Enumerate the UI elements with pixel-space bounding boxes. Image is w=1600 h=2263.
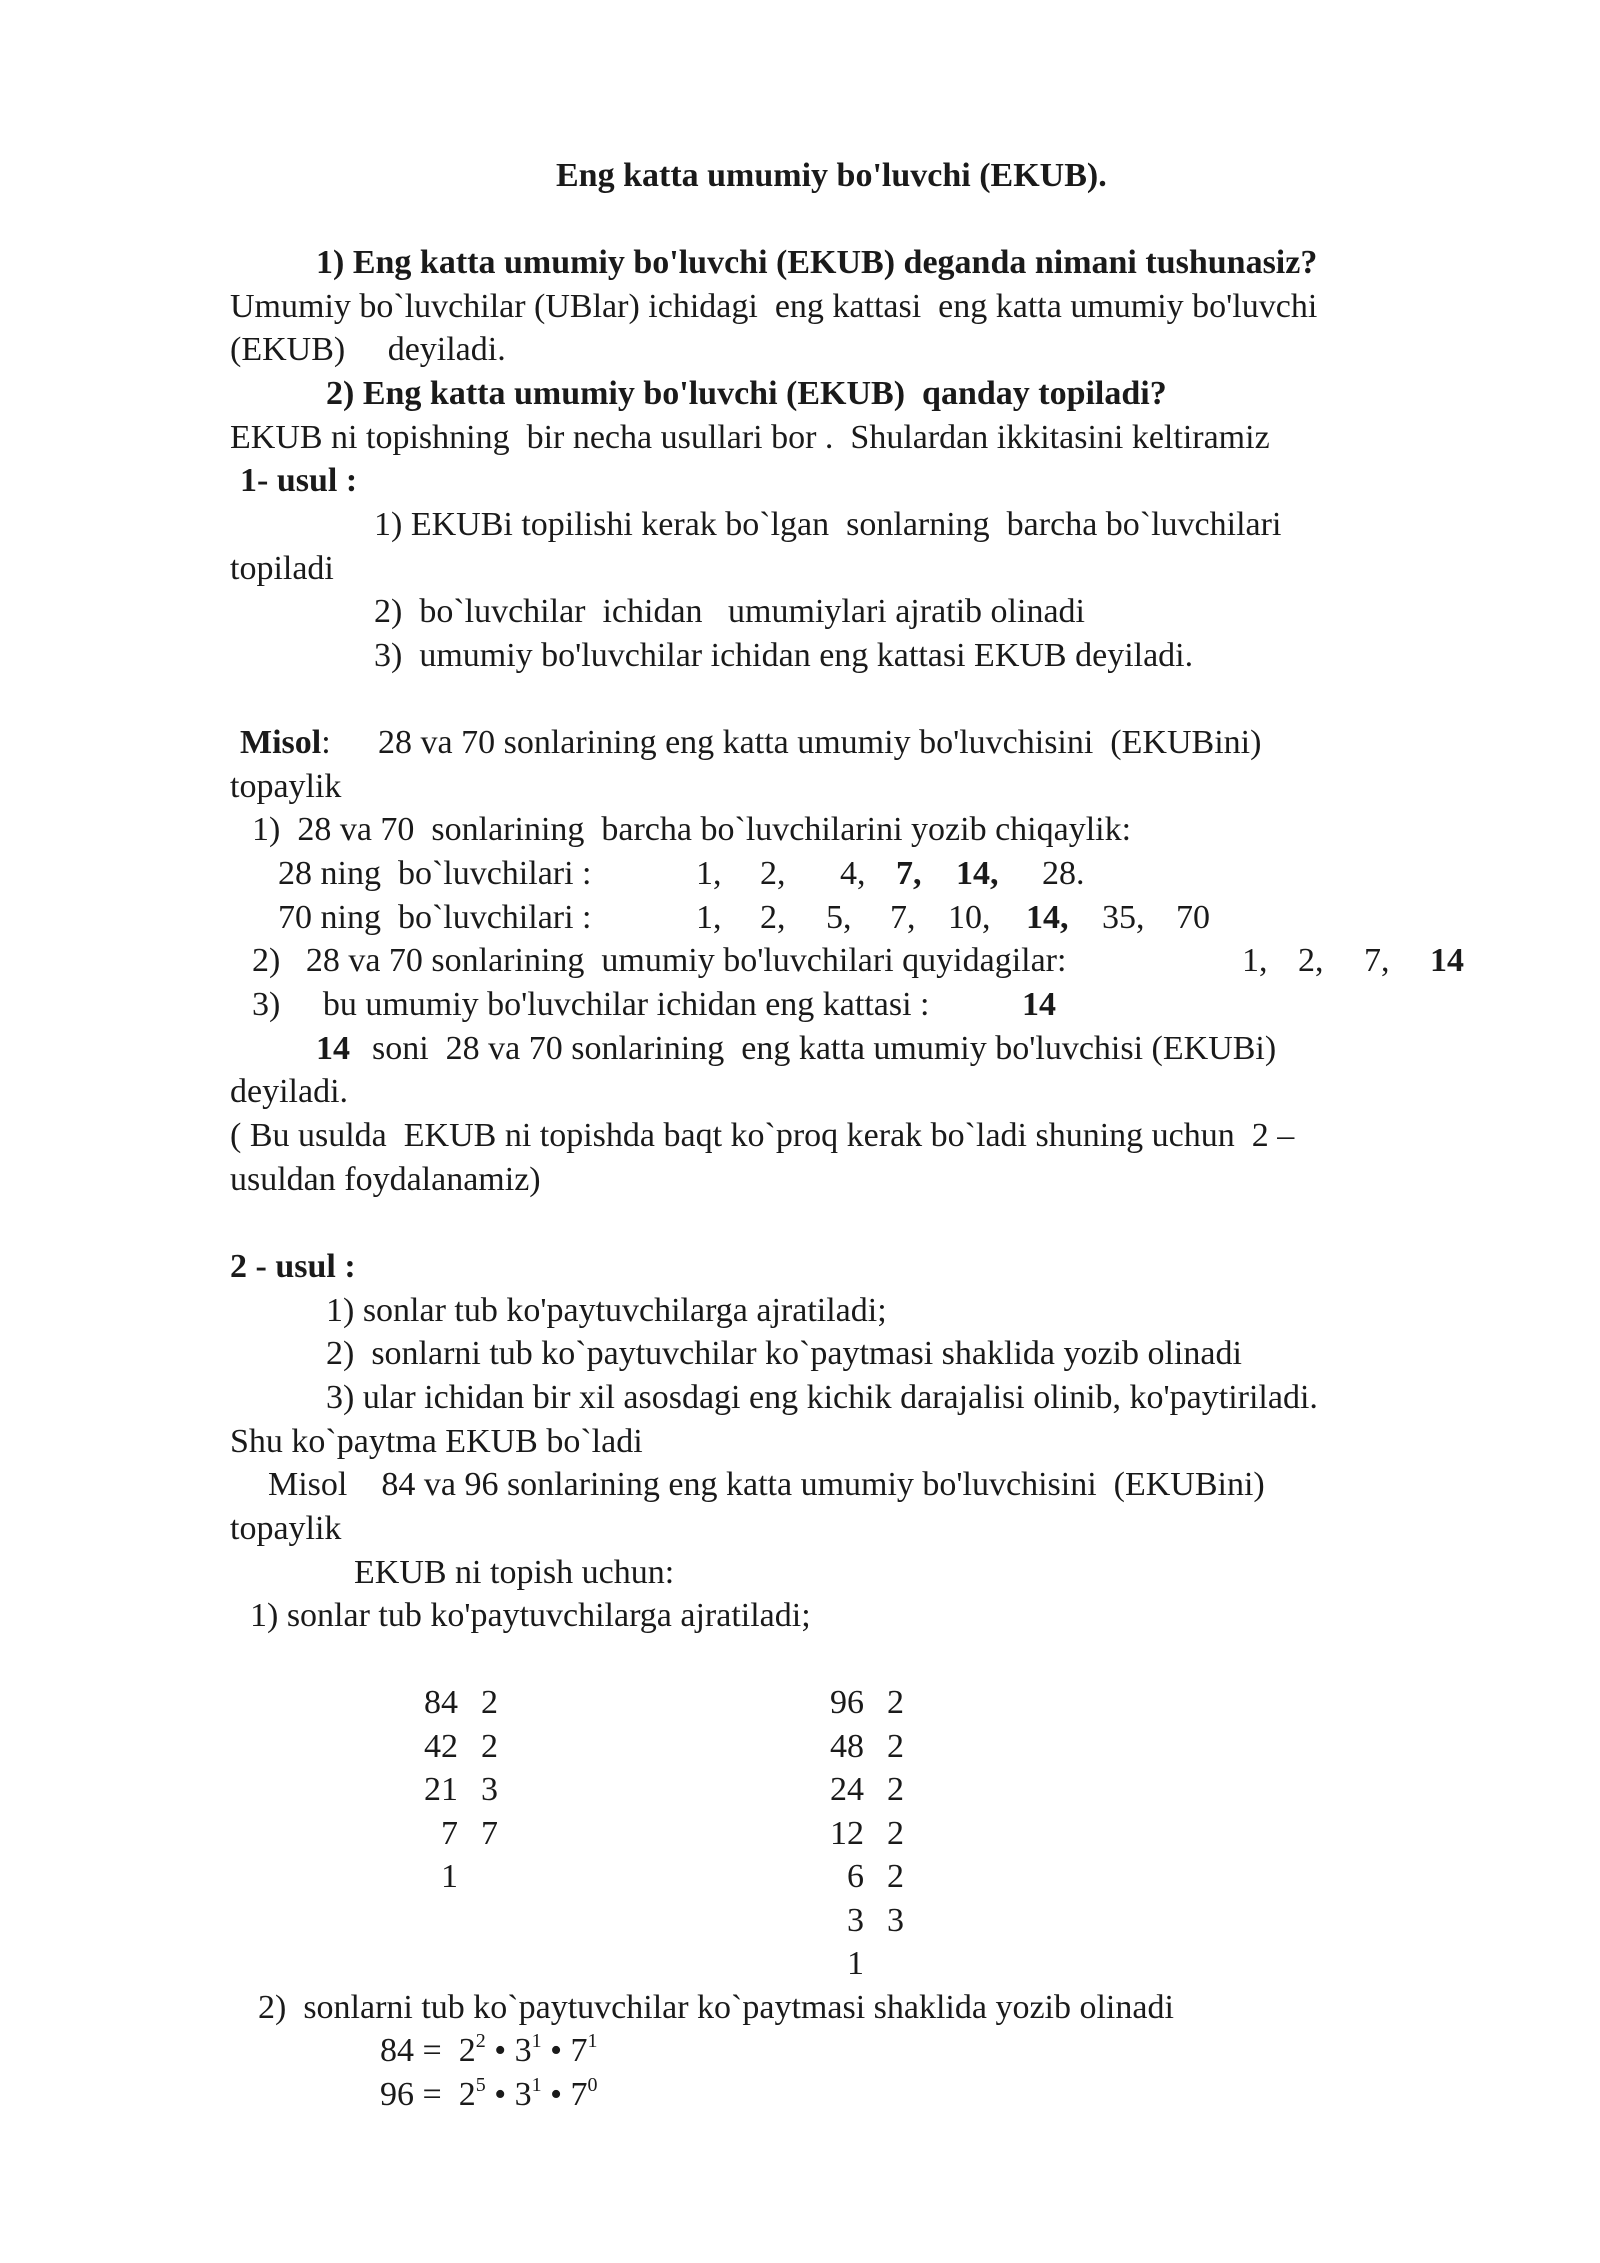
method-2-step-3-cont: Shu ko`paytma EKUB bo`ladi [230,1423,643,1460]
prime-divisor: 7 [481,1814,498,1852]
prime-divisor: 2 [887,1727,904,1765]
note-line-1: ( Bu usulda EKUB ni topishda baqt ko`proq kerak bo`ladi shuning uchun 2 – [230,1117,1295,1154]
equation-96 [380,2075,598,2115]
divisor-value: 1, [696,899,722,936]
note-line-2: usuldan foydalanamiz) [230,1161,541,1198]
base: 3 [514,2076,532,2113]
method-1-step-1-cont: topiladi [230,550,334,587]
method-2-step-1: 1) sonlar tub ko'paytuvchilarga ajratiladi; [326,1292,887,1329]
divisor-value-highlight: 14, [956,855,999,892]
common-divisor: 2, [1298,942,1324,979]
dividend: 42 [424,1727,458,1765]
dividend: 24 [830,1771,864,1808]
divisor-value: 10, [948,899,991,936]
equation-lhs: 84 = [380,2032,451,2069]
factorization-row [806,1901,904,1945]
example-1-step-1: 1) 28 va 70 sonlarining barcha bo`luvchilarini yozib chiqaylik: [252,811,1132,848]
factorization-84 [400,1683,498,1901]
exponent: 5 [475,2074,486,2096]
dividend: 21 [424,1771,458,1808]
divisor-value: 2, [760,899,786,936]
method-1-step-3: 3) umumiy bo'luvchilar ichidan eng kattasi EKUB deyiladi. [374,637,1194,674]
dividend: 1 [847,1945,864,1982]
base: 3 [514,2032,532,2069]
prime-divisor: 2 [887,1771,904,1808]
exponent: 0 [587,2074,598,2096]
example-2-step-1: 1) sonlar tub ko'paytuvchilarga ajratiladi; [250,1597,811,1634]
common-divisor: 7, [1364,942,1390,979]
example-2-text-cont: topaylik [230,1510,342,1547]
divisor-value: 1, [696,855,722,892]
dividend: 12 [830,1814,864,1852]
divisors-70-label: 70 ning bo`luvchilari : [278,899,592,936]
prime-divisor: 2 [887,1684,904,1721]
divisor-value: 5, [826,899,852,936]
question-2: 2) Eng katta umumiy bo'luvchi (EKUB) qanday topiladi? [326,375,1167,412]
factorization-row [400,1814,498,1858]
gcd-value: 14 [1022,986,1056,1023]
dividend: 6 [847,1858,864,1895]
prime-divisor: 2 [481,1684,498,1721]
dividend: 1 [441,1858,458,1895]
prime-divisor: 3 [481,1771,498,1808]
example-2-intro: EKUB ni topish uchun: [354,1554,675,1591]
divisor-value: 70 [1176,899,1210,936]
method-1-step-2: 2) bo`luvchilar ichidan umumiylari ajratib olinadi [374,593,1085,630]
question-1: 1) Eng katta umumiy bo'luvchi (EKUB) deganda nimani tushunasiz? [316,244,1318,281]
method-2-step-3: 3) ular ichidan bir xil asosdagi eng kichik darajalisi olinib, ko'paytiriladi. [326,1379,1318,1416]
exponent: 1 [531,2030,542,2052]
answer-1-line-2: (EKUB) deyiladi. [230,331,506,368]
factorization-96 [806,1683,904,1988]
conclusion-text-cont: deyiladi. [230,1073,349,1110]
factorization-row [400,1727,498,1771]
dividend: 7 [441,1814,458,1852]
exponent: 2 [475,2030,486,2052]
multiply-dot: • [541,2076,571,2113]
prime-divisor: 3 [887,1901,904,1939]
multiply-dot: • [485,2032,515,2069]
equation-lhs: 96 = [380,2076,451,2113]
exponent: 1 [587,2030,598,2052]
divisor-value: 7, [896,855,922,892]
dividend: 48 [830,1727,864,1765]
multiply-dot: • [485,2076,515,2113]
prime-divisor: 2 [481,1727,498,1765]
method-1-step-1: 1) EKUBi topilishi kerak bo`lgan sonlarning barcha bo`luvchilari [374,506,1282,543]
conclusion-text: soni 28 va 70 sonlarining eng katta umumiy bo'luvchisi (EKUBi) [372,1030,1277,1067]
answer-2: EKUB ni topishning bir necha usullari bor . Shulardan ikkitasini keltiramiz [230,419,1270,456]
divisor-value-highlight: 14, [1026,899,1069,936]
divisor-value: 2, [760,855,786,892]
example-1-step-2: 2) 28 va 70 sonlarining umumiy bo'luvchilari quyidagilar: [252,942,1067,979]
common-divisor: 1, [1242,942,1268,979]
page-title: Eng katta umumiy bo'luvchi (EKUB). [556,157,1107,194]
divisor-value: 4, [840,855,866,892]
conclusion-number: 14 [316,1030,350,1067]
factorization-row [400,1857,498,1901]
example-2-step-2: 2) sonlarni tub ko`paytuvchilar ko`paytmasi shaklida yozib olinadi [258,1989,1174,2026]
factorization-row [806,1683,904,1727]
factorization-row [806,1857,904,1901]
factorization-row [806,1814,904,1858]
answer-1-line-1: Umumiy bo`luvchilar (UBlar) ichidagi eng kattasi eng katta umumiy bo'luvchi [230,288,1318,325]
prime-divisor [458,1857,498,1901]
divisors-28-label: 28 ning bo`luvchilari : [278,855,592,892]
dividend: 3 [847,1901,864,1939]
base: 2 [458,2076,476,2113]
base: 7 [570,2076,588,2113]
method-2-step-2: 2) sonlarni tub ko`paytuvchilar ko`paytmasi shaklida yozib olinadi [326,1335,1242,1372]
example-1-text: 28 va 70 sonlarining eng katta umumiy bo'luvchisini (EKUBini) [378,724,1262,761]
method-2-heading: 2 - usul : [230,1248,356,1285]
divisor-value: 35, [1102,899,1145,936]
factorization-row [806,1727,904,1771]
factorization-row [806,1944,904,1988]
factorization-row [400,1770,498,1814]
method-1-heading: 1- usul : [240,462,358,499]
example-1-label: Misol [240,724,322,761]
example-2-text: Misol 84 va 96 sonlarining eng katta umumiy bo'luvchisini (EKUBini) [268,1466,1265,1503]
multiply-dot: • [541,2032,571,2069]
example-1-step-3: 3) bu umumiy bo'luvchilar ichidan eng kattasi : [252,986,930,1023]
base: 2 [458,2032,476,2069]
dividend: 96 [830,1684,864,1721]
prime-divisor: 2 [887,1814,904,1852]
prime-divisor: 2 [887,1858,904,1895]
example-1-header [240,723,331,763]
example-1-colon: : [321,724,331,761]
common-divisor-highlight: 14 [1430,942,1464,979]
exponent: 1 [531,2074,542,2096]
factorization-row [400,1683,498,1727]
dividend: 84 [424,1684,458,1721]
divisor-value: 28. [1042,855,1085,892]
equation-84 [380,2031,598,2071]
example-1-text-cont: topaylik [230,768,342,805]
factorization-row [806,1770,904,1814]
base: 7 [570,2032,588,2069]
prime-divisor [864,1944,904,1988]
divisor-value: 7, [890,899,916,936]
